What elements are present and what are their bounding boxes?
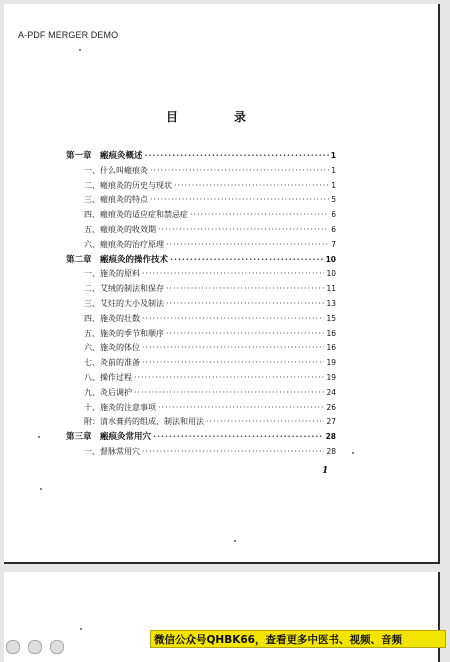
toc-entry-label: 第二章 瘢痕灸的操作技术 (66, 254, 169, 265)
toc-section-row[interactable] (84, 371, 336, 385)
dot-leader (153, 430, 324, 444)
dot-leader (158, 401, 324, 415)
toc-entry-page: 6 (331, 225, 336, 234)
toc-section-row[interactable] (84, 297, 336, 311)
toc-section-row[interactable] (84, 238, 336, 252)
dot-leader (166, 238, 329, 252)
toc-entry-page: 26 (326, 402, 336, 412)
toc-section-row[interactable] (84, 223, 336, 237)
toc-entry-label: 四、施灸的壮数 (84, 313, 140, 323)
toc-entry-page: 1 (330, 151, 336, 160)
toc-section-row[interactable] (84, 401, 336, 415)
toc-section-row[interactable] (84, 164, 336, 178)
toc-entry-label: 七、灸前的准备 (84, 358, 140, 368)
promo-banner[interactable]: 微信公众号QHBK66，查看更多中医书、视频、音频 (150, 630, 446, 648)
dot-leader (142, 356, 324, 370)
toc-section-row[interactable] (84, 356, 336, 370)
toc-section-row[interactable] (84, 267, 336, 281)
dot-leader (134, 386, 324, 400)
toc-section-row[interactable] (84, 415, 336, 429)
toc-chapter-row[interactable] (66, 253, 336, 267)
toc-entry-page: 1 (331, 180, 336, 190)
toc-chapter-row[interactable] (66, 430, 336, 444)
dot-leader (206, 415, 324, 429)
scan-speck (352, 452, 354, 454)
viewer-circle-icon (28, 640, 42, 654)
toc-entry-page: 6 (331, 210, 336, 220)
toc-entry-label: 五、施灸的季节和顺序 (84, 328, 164, 338)
toc-entry-page: 27 (326, 417, 336, 427)
scan-speck (80, 628, 82, 630)
dot-leader (145, 149, 329, 163)
toc-entry-page: 28 (326, 447, 336, 456)
toc-entry-page: 1 (331, 165, 336, 175)
viewer-circle-icon (6, 640, 20, 654)
toc-entry-label: 一、施灸的原料 (84, 269, 140, 279)
dot-leader (190, 208, 329, 222)
toc-entry-page: 19 (326, 358, 336, 368)
dot-leader (166, 297, 324, 311)
next-page (4, 572, 440, 662)
toc-entry-label: 五、瘢痕灸的收效期 (84, 225, 156, 234)
toc-section-row[interactable] (84, 208, 336, 222)
toc-entry-page: 11 (326, 284, 336, 294)
toc-entry-page: 10 (325, 254, 336, 264)
toc-entry-page: 7 (331, 239, 336, 249)
dot-leader (142, 267, 324, 281)
toc-entry-page: 16 (326, 343, 336, 353)
toc-entry-label: 三、艾炷的大小及制法 (84, 299, 164, 308)
toc-entry-label: 十、施灸的注意事项 (84, 402, 156, 412)
toc-entry-page: 15 (326, 313, 336, 323)
toc-entry-label: 第三章 瘢痕灸常用穴 (66, 432, 152, 443)
toc-entry-label: 九、灸后调护 (84, 387, 132, 397)
dot-leader (166, 282, 324, 296)
dot-leader (150, 164, 329, 178)
toc-entry-page: 5 (331, 195, 336, 205)
toc-entry-label: 第一章 瘢痕灸概述 (66, 151, 143, 161)
dot-leader (142, 445, 324, 459)
toc-entry-label: 六、瘢痕灸的治疗原理 (84, 239, 164, 249)
toc-section-row[interactable] (84, 341, 336, 355)
scan-speck (79, 49, 81, 51)
toc-section-row[interactable] (84, 312, 336, 326)
toc-entry-label: 一、什么叫瘢痕灸 (84, 165, 148, 175)
toc-entry-label: 四、瘢痕灸的适应症和禁忌症 (84, 210, 188, 220)
toc-entry-page: 24 (326, 387, 336, 397)
dot-leader (142, 341, 324, 355)
dot-leader (150, 193, 329, 207)
dot-leader (170, 253, 324, 267)
toc-entry-label: 附：清水膏药的组成、制法和用法 (84, 417, 204, 427)
scan-speck (38, 436, 40, 438)
toc-section-row[interactable] (84, 179, 336, 193)
toc-section-row[interactable] (84, 445, 336, 459)
toc-section-row[interactable] (84, 282, 336, 296)
toc-section-row[interactable] (84, 327, 336, 341)
dot-leader (158, 223, 329, 237)
dot-leader (142, 312, 324, 326)
toc-entry-label: 八、操作过程 (84, 373, 132, 382)
dot-leader (174, 179, 329, 193)
scan-speck (234, 540, 236, 542)
document-page (4, 4, 440, 564)
page-number: 1 (322, 466, 329, 476)
toc-entry-label: 二、瘢痕灸的历史与现状 (84, 180, 172, 190)
viewer-circle-icon (50, 640, 64, 654)
toc-entry-label: 二、艾绒的制法和保存 (84, 284, 164, 294)
toc-entry-page: 13 (326, 299, 336, 308)
toc-entry-page: 28 (325, 432, 336, 442)
toc-entry-label: 六、施灸的体位 (84, 343, 140, 353)
toc-entry-label: 一、督脉常用穴 (84, 447, 140, 456)
toc-section-row[interactable] (84, 193, 336, 207)
dot-leader (166, 327, 324, 341)
toc-entry-page: 16 (326, 328, 336, 338)
toc-chapter-row[interactable] (66, 149, 336, 163)
toc-entry-label: 三、瘢痕灸的特点 (84, 195, 148, 205)
scan-speck (40, 488, 42, 490)
toc-section-row[interactable] (84, 386, 336, 400)
dot-leader (134, 371, 324, 385)
demo-watermark: A-PDF MERGER DEMO (18, 30, 119, 40)
toc-entry-page: 19 (326, 373, 336, 382)
toc-title: 目 录 (166, 110, 269, 124)
toc-entry-page: 10 (326, 269, 336, 279)
